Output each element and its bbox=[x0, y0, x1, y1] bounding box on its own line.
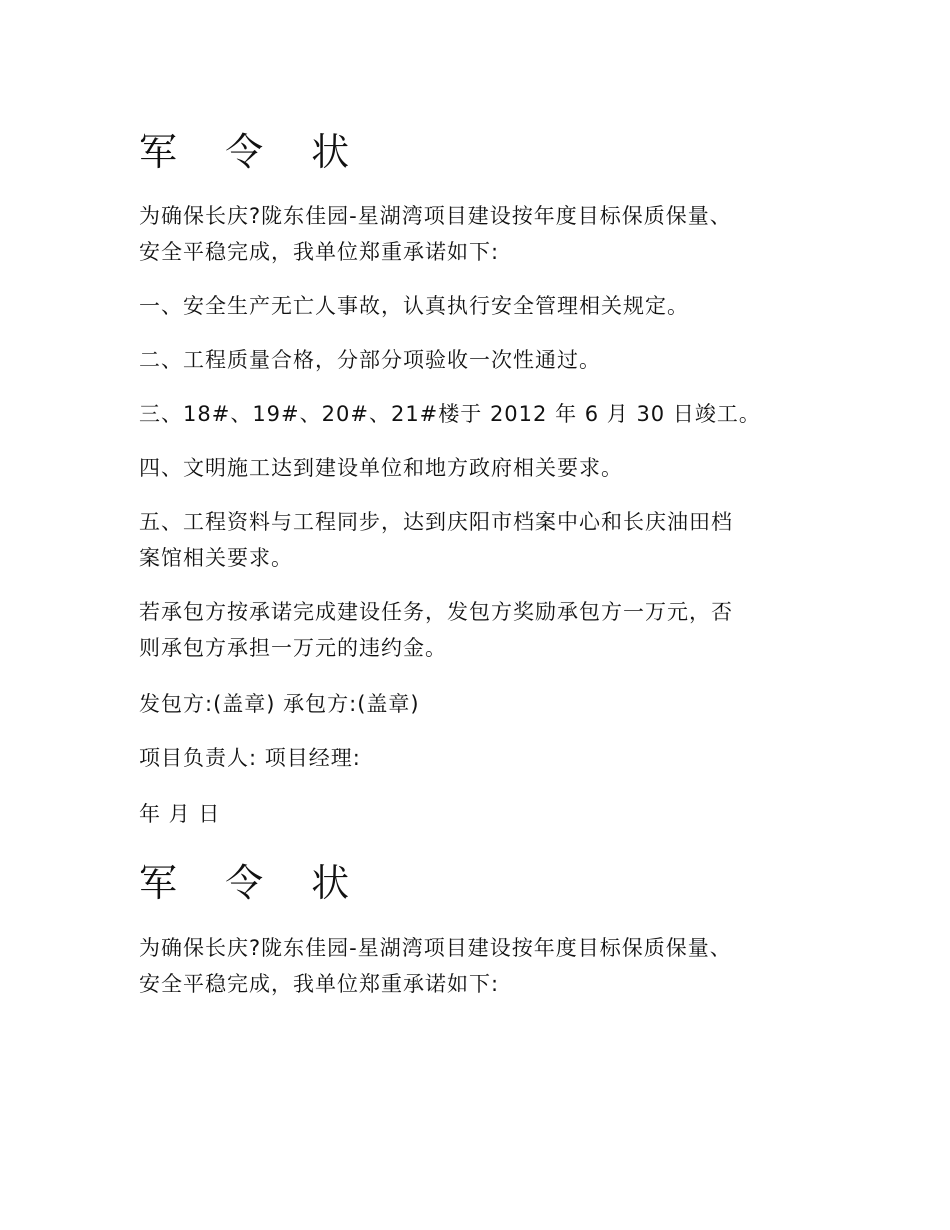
commitment-item-5 bbox=[139, 504, 819, 576]
intro-repeat-line-2: 安全平稳完成，我单位郑重承诺如下: bbox=[139, 972, 500, 996]
date-line: 年 月 日 bbox=[139, 802, 221, 826]
intro-paragraph-repeat bbox=[139, 930, 819, 1002]
seal-line: 发包方:(盖章) 承包方:(盖章) bbox=[139, 692, 420, 716]
commitment-item-1: 一、安全生产无亡人事故，认真执行安全管理相关规定。 bbox=[139, 294, 689, 318]
reward-line-2: 则承包方承担一万元的违约金。 bbox=[139, 636, 447, 660]
intro-line-2: 安全平稳完成，我单位郑重承诺如下: bbox=[139, 240, 500, 264]
reward-paragraph bbox=[139, 594, 819, 666]
commitment-item-4: 四、文明施工达到建设单位和地方政府相关要求。 bbox=[139, 456, 623, 480]
intro-line-1: 为确保长庆?陇东佳园-星湖湾项目建设按年度目标保质保量、 bbox=[139, 204, 732, 228]
item-5-line-2: 案馆相关要求。 bbox=[139, 546, 293, 570]
item-5-line-1: 五、工程资料与工程同步，达到庆阳市档案中心和长庆油田档 bbox=[139, 510, 733, 534]
document-title-repeat: 军 令 状 bbox=[139, 861, 368, 905]
reward-line-1: 若承包方按承诺完成建设任务，发包方奖励承包方一万元，否 bbox=[139, 600, 733, 624]
intro-repeat-line-1: 为确保长庆?陇东佳园-星湖湾项目建设按年度目标保质保量、 bbox=[139, 936, 732, 960]
document-title: 军 令 状 bbox=[139, 130, 368, 174]
commitment-item-2: 二、工程质量合格，分部分项验收一次性通过。 bbox=[139, 348, 601, 372]
intro-paragraph bbox=[139, 198, 819, 270]
responsible-line: 项目负责人: 项目经理: bbox=[139, 746, 361, 770]
commitment-item-3: 三、18#、19#、20#、21#楼于 2012 年 6 月 30 日竣工。 bbox=[139, 402, 761, 426]
